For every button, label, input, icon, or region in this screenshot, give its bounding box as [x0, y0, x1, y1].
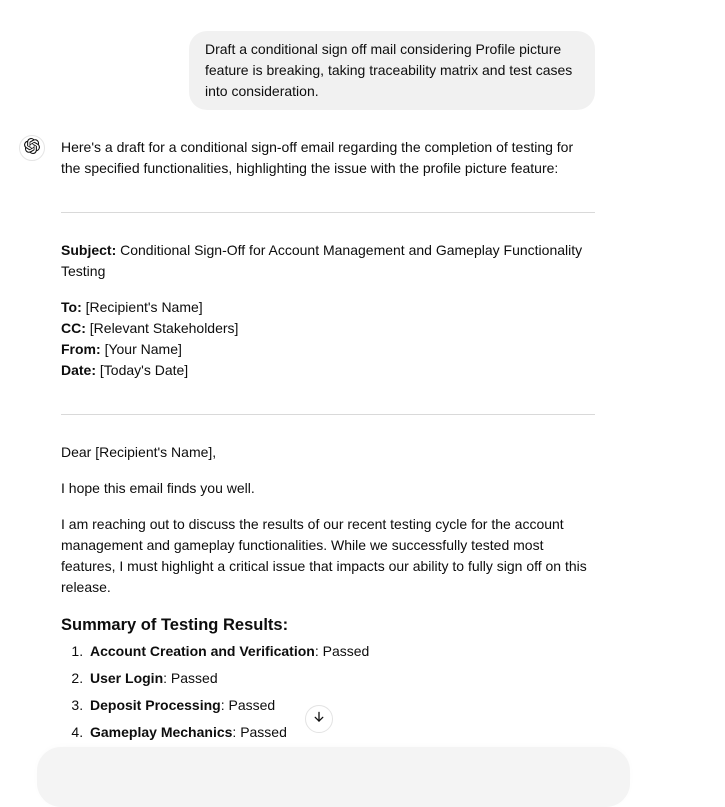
assistant-avatar [19, 135, 45, 161]
test-result-item [87, 641, 595, 662]
divider [61, 414, 595, 415]
test-result-item [87, 668, 595, 689]
date-label: Date: [61, 362, 97, 378]
openai-logo-icon [24, 138, 40, 159]
result-separator: : [232, 724, 241, 740]
date-value: [Today's Date] [99, 362, 189, 378]
result-separator: : [220, 697, 229, 713]
email-header-block [61, 297, 595, 381]
email-opening-line: I hope this email finds you well. [61, 480, 255, 496]
divider [61, 212, 595, 213]
from-value: [Your Name] [104, 341, 182, 357]
assistant-intro-paragraph: Here's a draft for a conditional sign-off email regarding the completion of testing for the specified functionalities, highlighting the issue with the profile picture feature: [61, 139, 574, 176]
test-result-item [87, 722, 595, 743]
result-label: Deposit Processing [90, 697, 221, 713]
result-status: Passed [322, 643, 370, 659]
summary-heading: Summary of Testing Results: [61, 616, 289, 634]
result-status: Passed [228, 697, 276, 713]
result-label: User Login [90, 670, 164, 686]
result-separator: : [314, 643, 323, 659]
email-subject-line [61, 240, 595, 282]
user-message-bubble: Draft a conditional sign off mail considering Profile picture feature is breaking, taking traceability matrix and test cases into consideration. [189, 31, 595, 110]
result-separator: : [163, 670, 171, 686]
message-input-bar[interactable] [37, 747, 630, 807]
scroll-to-bottom-button[interactable] [305, 705, 333, 733]
result-label: Gameplay Mechanics [90, 724, 233, 740]
from-label: From: [61, 341, 101, 357]
to-label: To: [61, 299, 82, 315]
assistant-message-row [0, 135, 725, 803]
email-body-paragraph: I am reaching out to discuss the results of our recent testing cycle for the account management and gameplay functionalities. While we successfully tested most features, I must highlight a critical issue that impacts our ability to fully sign off on this release. [61, 516, 587, 595]
email-greeting: Dear [Recipient's Name], [61, 444, 217, 460]
arrow-down-icon [312, 710, 326, 729]
subject-label: Subject: [61, 242, 117, 258]
assistant-message-content [61, 135, 595, 803]
subject-value: Conditional Sign-Off for Account Management and Gameplay Functionality Testing [61, 242, 583, 279]
to-value: [Recipient's Name] [85, 299, 203, 315]
test-result-item [87, 695, 595, 716]
result-status: Passed [240, 724, 287, 740]
cc-label: CC: [61, 320, 86, 336]
result-label: Account Creation and Verification [90, 643, 315, 659]
cc-value: [Relevant Stakeholders] [89, 320, 239, 336]
user-message-row [0, 0, 725, 110]
result-status: Passed [170, 670, 218, 686]
